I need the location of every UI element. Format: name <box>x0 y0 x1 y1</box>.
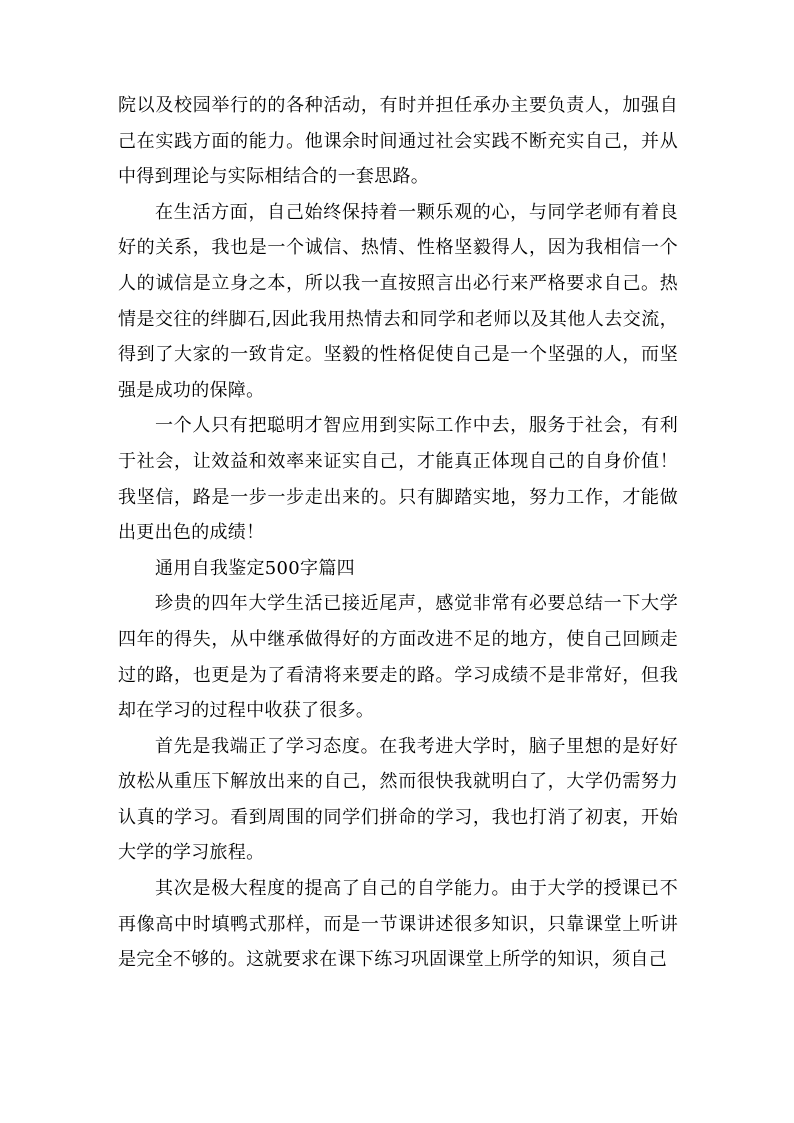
paragraph-university-summary: 珍贵的四年大学生活已接近尾声，感觉非常有必要总结一下大学四年的得失，从中继承做得好的方面改进不足的地方，使自己回顾走过的路，也更是为了看清将来要走的路。学习成绩不是非常好，但我却在学习的过程中收获了很多。 <box>118 593 678 722</box>
paragraph-life-aspect: 在生活方面，自己始终保持着一颗乐观的心，与同学老师有着良好的关系，我也是一个诚信、热情、性格坚毅得人，因为我相信一个人的诚信是立身之本，所以我一直按照言出必行来严格要求自己。热情是交往的绊脚石,因此我用热情去和同学和老师以及其他人去交流，得到了大家的一致肯定。坚毅的性格促使自己是一个坚强的人，而坚强是成功的保障。 <box>118 201 678 401</box>
paragraph-practice-continued: 院以及校园举行的的各种活动，有时并担任承办主要负责人，加强自己在实践方面的能力。他课余时间通过社会实践不断充实自己，并从中得到理论与实际相结合的一套思路。 <box>118 95 678 188</box>
paragraph-self-value: 一个人只有把聪明才智应用到实际工作中去，服务于社会，有利于社会，让效益和效率来证实自己，才能真正体现自己的自身价值！我坚信，路是一步一步走出来的。只有脚踏实地，努力工作，才能做出更出色的成绩！ <box>118 415 678 544</box>
document-page <box>118 88 678 1048</box>
paragraph-self-study: 其次是极大程度的提高了自己的自学能力。由于大学的授课已不再像高中时填鸭式那样，而是一节课讲述很多知识，只靠课堂上听讲是完全不够的。这就要求在课下练习巩固课堂上所学的知识，须自己 <box>118 878 678 971</box>
paragraph-study-attitude: 首先是我端正了学习态度。在我考进大学时，脑子里想的是好好放松从重压下解放出来的自己，然而很快我就明白了，大学仍需努力认真的学习。看到周围的同学们拼命的学习，我也打消了初衷，开始大学的学习旅程。 <box>118 735 678 864</box>
section-heading: 通用自我鉴定500字篇四 <box>155 557 355 579</box>
